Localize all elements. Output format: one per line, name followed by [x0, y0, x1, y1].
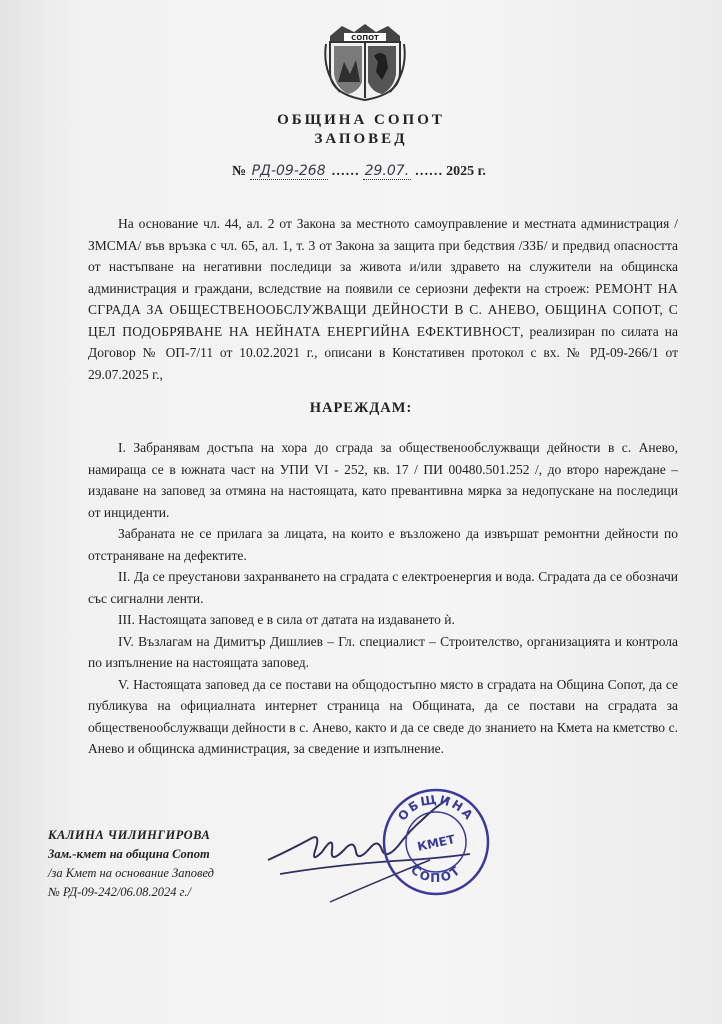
signatory-name: КАЛИНА ЧИЛИНГИРОВА	[48, 828, 211, 842]
signatory-role: Зам.-кмет на община Сопот	[48, 847, 210, 861]
order-item: II. Да се преустанови захранването на сградата с електроенергия и вода. Сградата да се обозначи със сигнални ленти.	[88, 569, 678, 606]
order-item: V. Настоящата заповед да се постави на общодостъпно място в сградата на Община Сопот, да се публикува на официалната интернет страница на Общината, да се постави на сградата за общественообслужващи дейности в с. Анево, както и да се сведе до знанието на Кмета на кметство с. Анево и общинска администрация, за сведение и изпълнение.	[88, 676, 678, 756]
signatory-basis-line1: /за Кмет на основание Заповед	[48, 866, 215, 880]
svg-text:СОПОТ	[408, 863, 464, 885]
document-type: ЗАПОВЕД	[314, 131, 408, 147]
svg-text:ОБЩИНА	[395, 792, 477, 823]
crest-label: СОПОТ	[351, 34, 379, 42]
order-item: IV. Възлагам на Димитър Дишлиев – Гл. специалист – Строителство, организацията и контрола по изпълнение на настоящата заповед.	[88, 633, 678, 670]
stamp-bottom-text: СОПОТ	[408, 862, 464, 886]
handwritten-order-date: 29.07.	[364, 163, 410, 179]
municipality-name: ОБЩИНА СОПОТ	[277, 112, 445, 128]
order-items	[88, 437, 678, 760]
order-number-line: № РД-09-268 …… 29.07. …… 2025 г.	[232, 163, 486, 179]
order-year: 2025 г.	[446, 164, 486, 179]
intro-text-part2: , реализиран по силата на Договор № ОП-7/11 от 10.02.2021 г., описани в Констативен протокол с вх. № РД-09-266/1 от 29.07.2025 г.,	[88, 323, 678, 382]
official-stamp-icon	[380, 786, 492, 898]
stamp-top-text: ОБЩИНА	[395, 792, 477, 824]
order-item: Забраната не се прилага за лицата, на които е възложено да извършат ремонтни дейности по отстраняване на дефектите.	[88, 526, 678, 563]
signatory-basis-line2: № РД-09-242/06.08.2024 г./	[48, 885, 191, 899]
municipality-crest-icon	[320, 22, 410, 102]
signatory-block	[48, 826, 214, 902]
intro-text-part1: На основание чл. 44, ал. 2 от Закона за местното самоуправление и местната администрация /ЗМСМА/ във връзка с чл. 65, ал. 1, т. 3 от Закона за защита при бедствия /ЗЗБ/ и предвид опасността от настъпване на негативни последици за живота и/или здравето на служители на общинска администрация и граждани, вследствие на появили се сериозни дефекти на строеж:	[88, 216, 678, 296]
intro-paragraph	[88, 213, 678, 385]
number-prefix: №	[232, 164, 247, 179]
handwritten-order-number: РД-09-268	[251, 163, 326, 179]
order-heading: НАРЕЖДАМ:	[309, 400, 413, 416]
order-item: III. Настоящата заповед е в сила от датата на издаването ѝ.	[118, 612, 455, 627]
stamp-center-text: КМЕТ	[416, 832, 457, 854]
project-title: РЕМОНТ НА СГРАДА ЗА ОБЩЕСТВЕНООБСЛУЖВАЩИ ДЕЙНОСТИ В С. АНЕВО, ОБЩИНА СОПОТ, С ЦЕЛ ПОДОБРЯВАНЕ НА НЕЙНАТА ЕНЕРГИЙНА ЕФЕКТИВНОСТ	[88, 280, 678, 339]
order-item: I. Забранявам достъпа на хора до сграда за общественообслужващи дейности в с. Анево, намираща се в южната част на УПИ VI - 252, кв. 17 / ПИ 00480.501.252 /, до второ нареждане – издаване на заповед за отмяна на настоящата, като превантивна мярка за недопускане на последици от инциденти.	[88, 440, 678, 520]
